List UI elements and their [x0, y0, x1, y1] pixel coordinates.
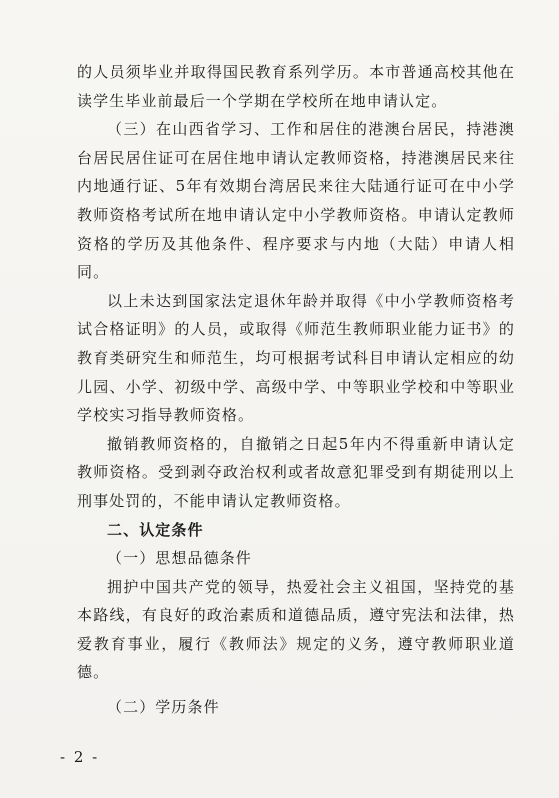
paragraph-moral-conditions: 拥护中国共产党的领导，热爱社会主义祖国，坚持党的基本路线，有良好的政治素质和道德品质，遵守宪法和法律，热爱教育事业，履行《教师法》规定的义务，遵守教师职业道德。	[77, 577, 515, 682]
subheading-education-conditions: （二）学历条件	[107, 698, 220, 717]
subheading-moral-conditions: （一）思想品德条件	[107, 549, 252, 568]
paragraph-eligible-applicants: 以上未达到国家法定退休年龄并取得《中小学教师资格考试合格证明》的人员，或取得《师范生教师职业能力证书》的教育类研究生和师范生，均可根据考试科目申请认定相应的幼儿园、小学、初级中学、高级中学、中等职业学校和中等职业学校实习指导教师资格。	[77, 291, 515, 425]
section-heading-conditions: 二、认定条件	[107, 520, 204, 539]
paragraph-revocation: 撤销教师资格的，自撤销之日起5年内不得重新申请认定教师资格。受到剥夺政治权利或者故意犯罪受到有期徒刑以上刑事处罚的，不能申请认定教师资格。	[77, 434, 515, 510]
paragraph-hk-macao-taiwan-residents: （三）在山西省学习、工作和居住的港澳台居民，持港澳台居民居住证可在居住地申请认定教师资格，持港澳居民来往内地通行证、5年有效期台湾居民来往大陆通行证可在中小学教师资格考试所在地申请认定中小学教师资格。申请认定教师资格的学历及其他条件、程序要求与内地（大陆）申请人相同。	[77, 120, 515, 282]
page-number: - 2 -	[60, 748, 100, 766]
paragraph-graduation-note: 的人员须毕业并取得国民教育系列学历。本市普通高校其他在读学生毕业前最后一个学期在学校所在地申请认定。	[77, 63, 515, 110]
